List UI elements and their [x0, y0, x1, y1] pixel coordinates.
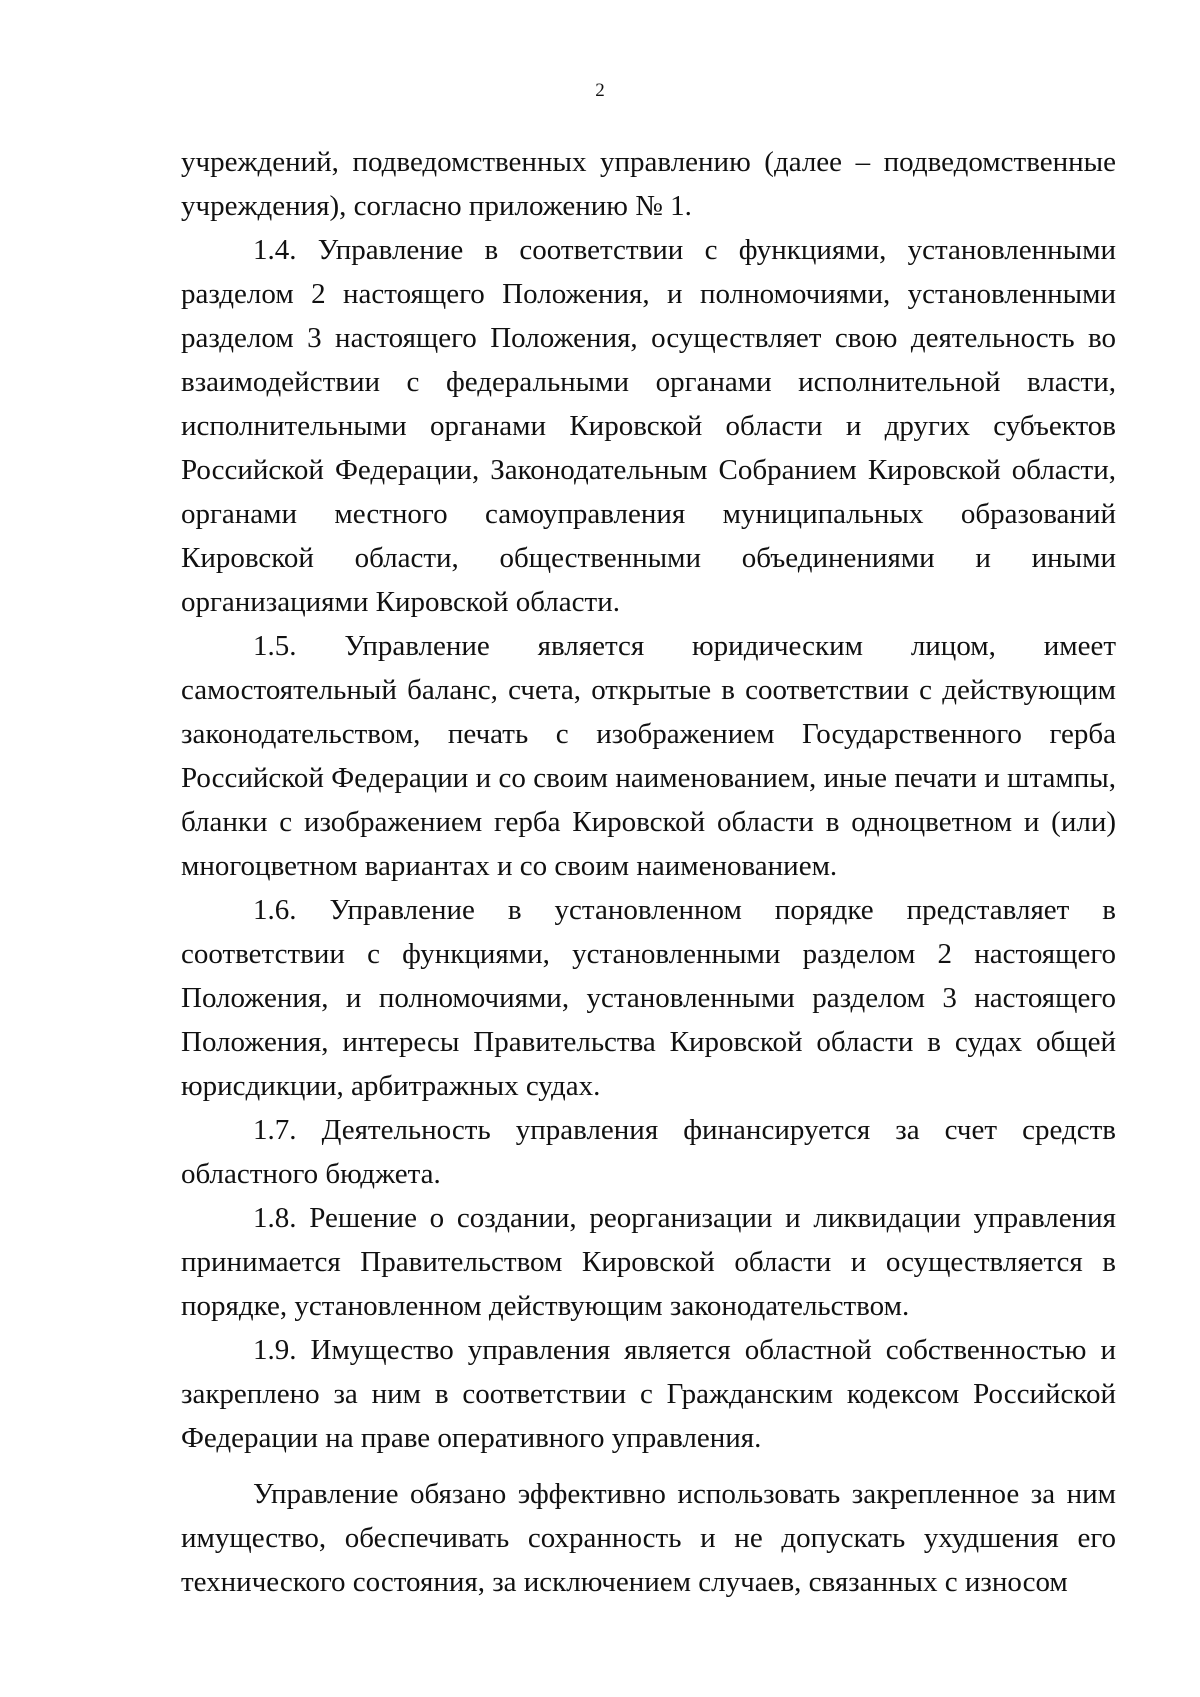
page-number: 2 [595, 80, 605, 101]
paragraph-1-7: 1.7. Деятельность управления финансируется за счет средств областного бюджета. [181, 1114, 1116, 1190]
paragraph-1-4: 1.4. Управление в соответствии с функциями, установленными разделом 2 настоящего Положения, и полномочиями, установленными разделом 3 настоящего Положения, осуществляет свою деятельность во взаимодействии с федеральными органами исполнительной власти, исполнительными органами Кировской области и других субъектов Российской Федерации, Законодательным Собранием Кировской области, органами местного самоуправления муниципальных образований Кировской области, общественными объединениями и иными организациями Кировской области. [181, 234, 1116, 618]
document-body [181, 140, 1116, 1604]
paragraph-1-6: 1.6. Управление в установленном порядке представляет в соответствии с функциями, установленными разделом 2 настоящего Положения, и полномочиями, установленными разделом 3 настоящего Положения, интересы Правительства Кировской области в судах общей юрисдикции, арбитражных судах. [181, 894, 1116, 1102]
paragraph-1-5: 1.5. Управление является юридическим лицом, имеет самостоятельный баланс, счета, открытые в соответствии с действующим законодательством, печать с изображением Государственного герба Российской Федерации и со своим наименованием, иные печати и штампы, бланки с изображением герба Кировской области в одноцветном и (или) многоцветном вариантах и со своим наименованием. [181, 630, 1116, 882]
paragraph-1-8: 1.8. Решение о создании, реорганизации и ликвидации управления принимается Правительством Кировской области и осуществляется в порядке, установленном действующим законодательством. [181, 1202, 1116, 1322]
paragraph-property-obligation: Управление обязано эффективно использовать закрепленное за ним имущество, обеспечивать сохранность и не допускать ухудшения его технического состояния, за исключением случаев, связанных с износом [181, 1478, 1116, 1598]
paragraph-continuation: учреждений, подведомственных управлению (далее – подведомственные учреждения), согласно приложению № 1. [181, 146, 1116, 222]
paragraph-1-9: 1.9. Имущество управления является областной собственностью и закреплено за ним в соответствии с Гражданским кодексом Российской Федерации на праве оперативного управления. [181, 1334, 1116, 1454]
